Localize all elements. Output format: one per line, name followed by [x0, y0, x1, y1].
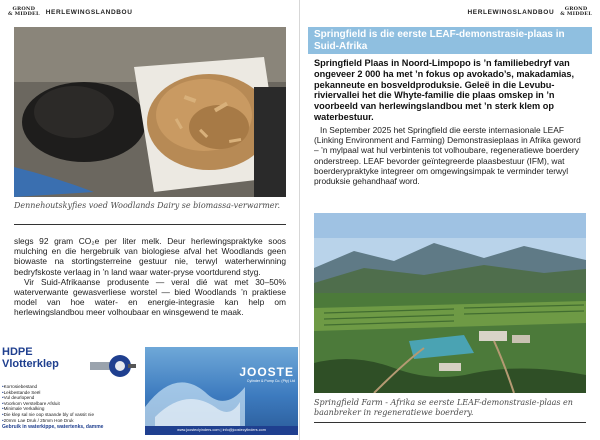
advert-feature: • Minimale Verkalking	[2, 406, 142, 412]
article-title-box	[308, 27, 592, 54]
advert-brand: JOOSTE	[239, 365, 294, 379]
left-article-body	[14, 236, 286, 318]
right-header	[468, 7, 593, 17]
caption-divider	[314, 422, 586, 423]
body-paragraph: In September 2025 het Springfield die eerste internasionale LEAF (Linking Environment and Farming) Demonstrasieplaas in Afrika geword – ’n mylpaal wat hul verbintenis tot volhoubare, regeneratiewe boerdery onderstreep. LEAF bevorder geïntegreerde plaasbestuur (IFM), wat boerderypraktyke integreer om omgewingsimpak te verminder terwyl produksie gehandhaaf word.	[314, 125, 581, 187]
right-photo-caption: Springfield Farm - Afrika se eerste LEAF-demonstrasie-plaas en baanbreker in regeneratiewe boerdery.	[314, 398, 573, 417]
advert-subtitle: Vlotterklep	[2, 358, 59, 370]
advert-text-panel	[2, 347, 142, 435]
article-lead: Springfield Plaas in Noord-Limpopo is ’n familiebedryf van ongeveer 2 000 ha met ’n fokus op avokado’s, makadamias, pekanneute en bosveldproduksie. Geleë in die Levubu-riviervallei het die Whyte-familie die plaas omskep in ’n voorbeeld van herlewingslandbou met ’n sterk klem op waterbestuur.	[314, 58, 575, 122]
left-header	[8, 7, 133, 17]
advert-title: HDPE	[2, 346, 33, 358]
publication-logo: GROND & MIDDEL	[560, 6, 592, 17]
advert-feature: • Voorkom Verstelbare Afsluit	[2, 401, 142, 407]
vlotterklep-advert	[0, 345, 300, 440]
body-paragraph: slegs 92 gram CO₂e per liter melk. Deur herlewingspraktyke soos mulching en die hergebruik van biologiese afval het Woodlands geen biowaste na stortingsterreine gestuur nie, terwyl waterherwinning bedryfskoste verlaag in ’n land waar water-pryse voortdurend styg.	[14, 236, 286, 277]
springfield-farm-photo	[314, 213, 586, 393]
caption-divider	[14, 224, 286, 225]
advert-feature: • Vul deurlopend	[2, 395, 142, 401]
advert-feature: • Die klep sal nie oop staande bly of vassit nie	[2, 412, 142, 418]
advert-feature: • Korrosiebestand	[2, 384, 142, 390]
publication-logo: GROND & MIDDEL	[8, 6, 40, 17]
article-title: Springfield is die eerste LEAF-demonstrasie-plaas in Suid-Afrika	[314, 29, 565, 52]
wood-chips-photo	[14, 27, 286, 197]
right-page	[300, 0, 600, 440]
advert-website: www.joosteclyinders.com | info@joostecylinders.com	[145, 426, 298, 435]
water-splash-icon	[145, 347, 298, 435]
advert-feature: • Lekbestande Seël	[2, 390, 142, 396]
advert-tagline: Gebruik in waterkippe, watertenks, damme	[2, 424, 104, 430]
right-article-body	[314, 125, 586, 186]
left-photo-caption: Dennehoutskyfies voed Woodlands Dairy se biomassa-verwarmer.	[14, 201, 281, 210]
section-title: HERLEWINGSLANDBOU	[467, 8, 555, 16]
section-title: HERLEWINGSLANDBOU	[45, 8, 133, 16]
body-paragraph: Vir Suid-Afrikaanse produsente — veral dié wat met 30–50% waterverwante gewasverliese worstel — bied Woodlands ’n praktiese model van hoe water- en energie-integrasie kan help om herlewingslandbou meer volhoubaar en winsgewend te maak.	[14, 276, 286, 318]
valve-icon	[90, 353, 136, 379]
advert-image-panel	[145, 347, 298, 435]
advert-feature-list	[2, 384, 142, 423]
advert-brand-sub: Cylinder & Pump Co. (Pty) Ltd	[246, 379, 295, 383]
advert-feature: • 20mm Lae Druk / 25mm Hoë Druk	[2, 418, 142, 424]
